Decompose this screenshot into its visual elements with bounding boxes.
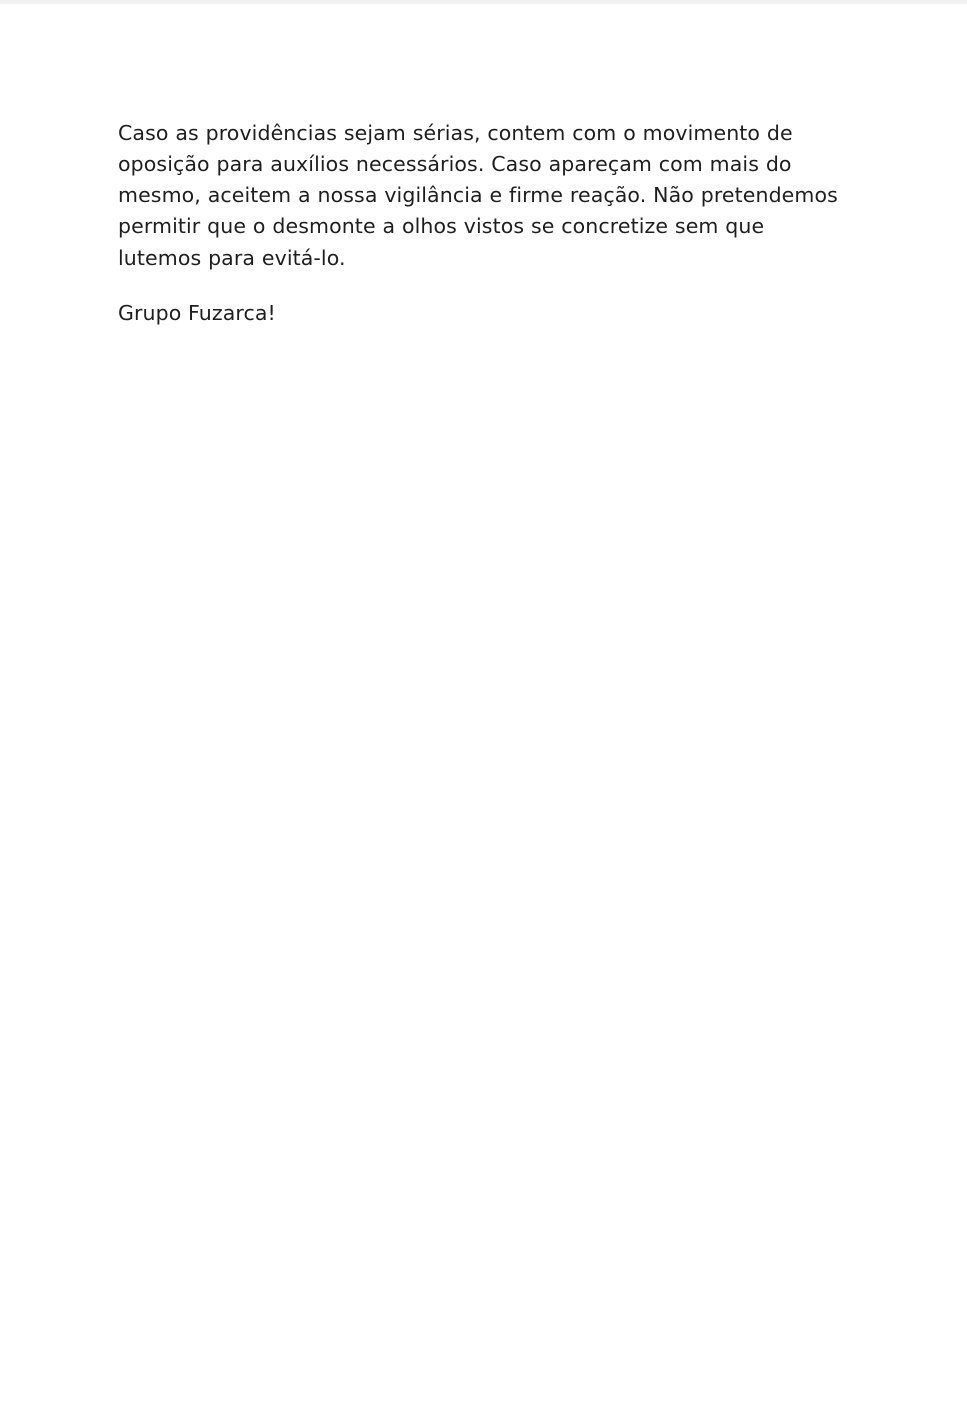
paragraph-signature: Grupo Fuzarca! (118, 300, 276, 325)
paragraph-closing-statement: Caso as providências sejam sérias, contem com o movimento de oposição para auxílios necessários. Caso apareçam com mais do mesmo, aceitem a nossa vigilância e firme reação. Não pretendemos permitir que o desmonte a olhos vistos se concretize sem que lutemos para evitá-lo. (118, 121, 838, 270)
page-top-divider (0, 0, 967, 4)
document-text-body (118, 118, 848, 329)
